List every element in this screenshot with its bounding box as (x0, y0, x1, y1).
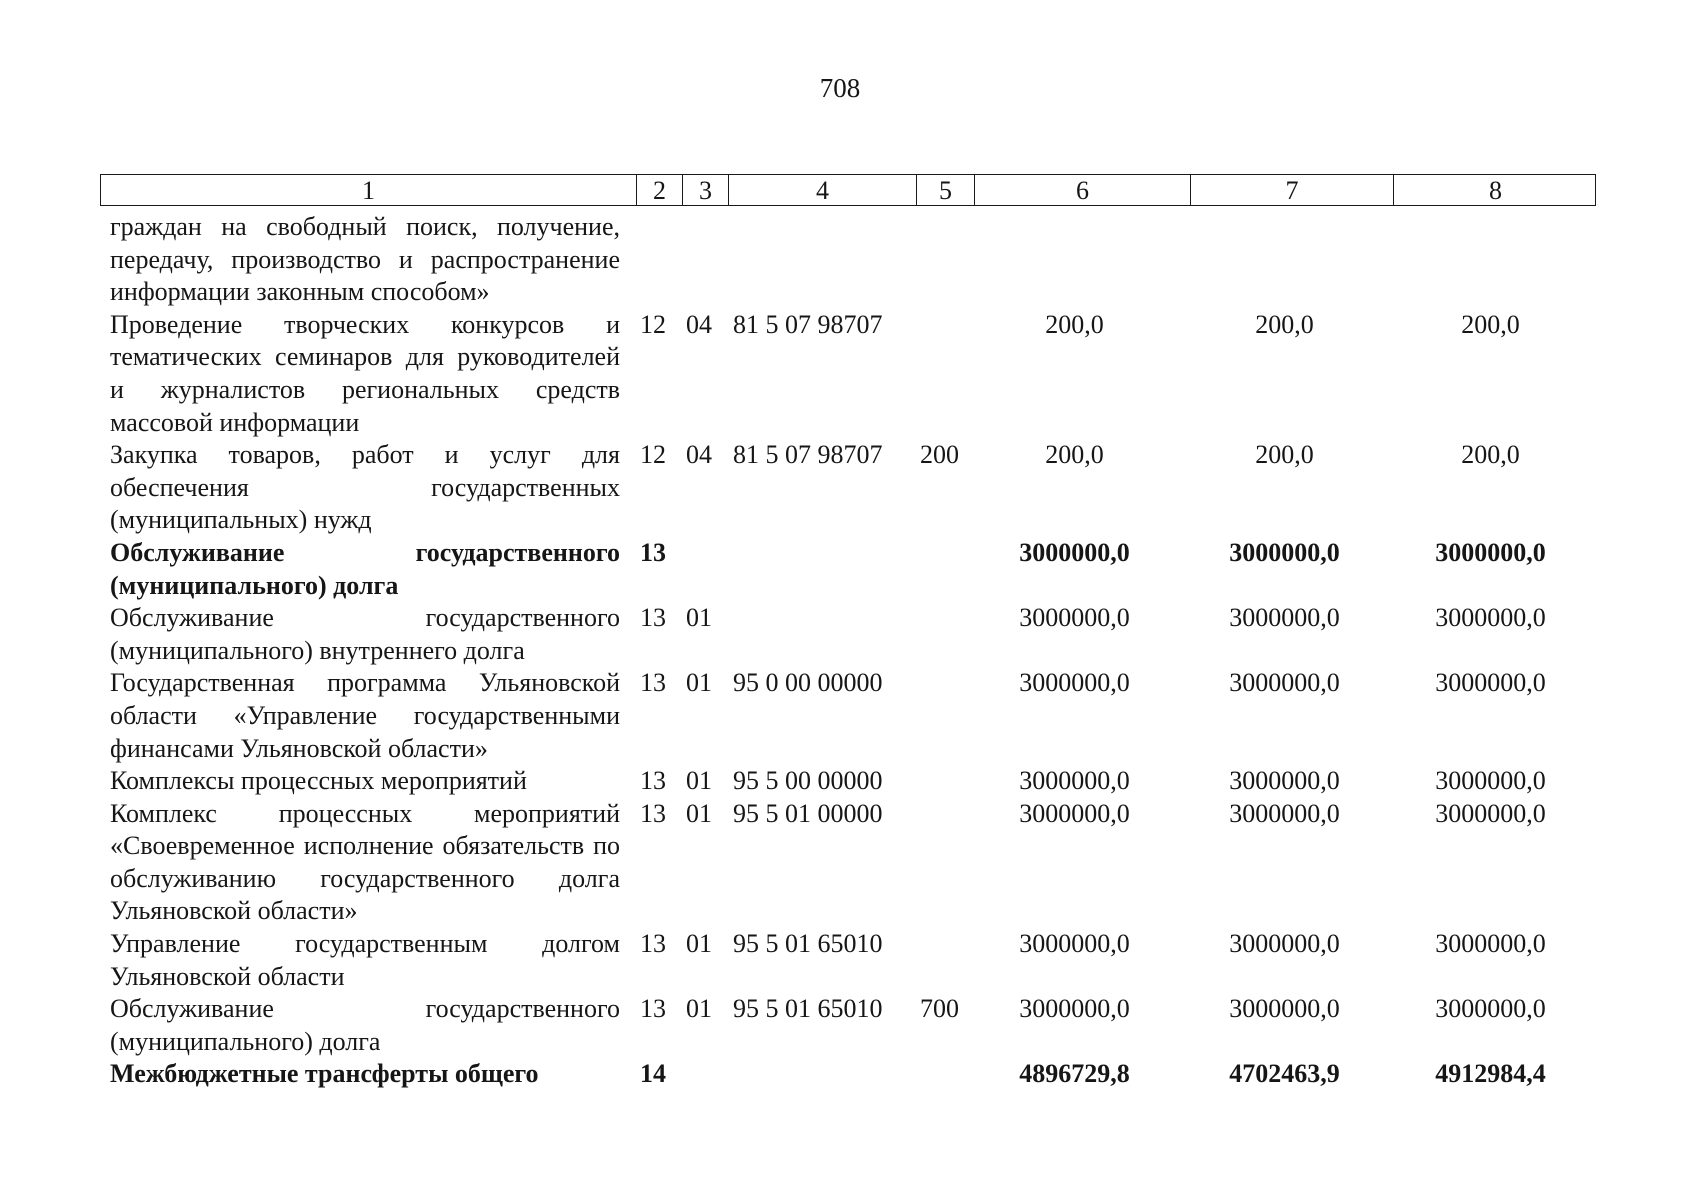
col-7-value: 200,0 (1255, 440, 1314, 470)
header-col-4: 4 (728, 175, 916, 205)
col-3-value: 01 (686, 994, 712, 1024)
col-2-value: 12 (640, 309, 666, 339)
col-6-value: 3000000,0 (1019, 668, 1130, 698)
col-7-value: 4702463,9 (1229, 1059, 1340, 1089)
row-name: Межбюджетные трансферты общего (110, 1059, 539, 1089)
header-col-1: 1 (362, 176, 375, 205)
col-3-value: 01 (686, 798, 712, 828)
col-8-value: 3000000,0 (1435, 537, 1546, 567)
col-6-value: 3000000,0 (1019, 603, 1130, 633)
table-row (0, 309, 1698, 439)
col-7-value: 3000000,0 (1229, 766, 1340, 796)
col-3-value: 01 (686, 929, 712, 959)
col-4-value: 81 5 07 98707 (733, 440, 883, 470)
col-2-value: 13 (640, 668, 666, 698)
table-row (0, 765, 1698, 798)
col-8-value: 200,0 (1461, 440, 1520, 470)
col-7-value: 3000000,0 (1229, 537, 1340, 567)
col-2-value: 13 (640, 929, 666, 959)
header-col-8: 8 (1393, 175, 1597, 205)
col-8-value: 3000000,0 (1435, 668, 1546, 698)
col-2-value: 12 (640, 440, 666, 470)
col-4-value: 95 5 01 65010 (733, 994, 883, 1024)
col-8-value: 4912984,4 (1435, 1059, 1546, 1089)
row-name: Проведение творческих конкурсов и тематических семинаров для руководителей и журналистов региональных средств массовой информации (110, 309, 620, 437)
header-col-6: 6 (974, 175, 1190, 205)
col-7-value: 3000000,0 (1229, 929, 1340, 959)
row-name: Управление государственным долгом Ульяновской области (110, 929, 620, 991)
col-4-value: 95 5 00 00000 (733, 766, 883, 796)
col-2-value: 13 (640, 766, 666, 796)
table-row (0, 439, 1698, 537)
table-row (0, 602, 1698, 667)
col-8-value: 3000000,0 (1435, 929, 1546, 959)
table-row (0, 993, 1698, 1058)
col-6-value: 3000000,0 (1019, 929, 1130, 959)
col-7-value: 3000000,0 (1229, 668, 1340, 698)
header-col-7: 7 (1190, 175, 1393, 205)
page-number: 708 (819, 73, 861, 103)
table-row (0, 928, 1698, 993)
col-8-value: 3000000,0 (1435, 994, 1546, 1024)
col-6-value: 200,0 (1045, 440, 1104, 470)
table-body (0, 211, 1698, 1091)
col-7-value: 3000000,0 (1229, 798, 1340, 828)
table-row (0, 667, 1698, 765)
col-8-value: 200,0 (1461, 309, 1520, 339)
col-6-value: 3000000,0 (1019, 537, 1130, 567)
col-8-value: 3000000,0 (1435, 766, 1546, 796)
col-6-value: 3000000,0 (1019, 798, 1130, 828)
table-row (0, 798, 1698, 928)
col-2-value: 14 (640, 1059, 666, 1089)
col-4-value: 95 0 00 00000 (733, 668, 883, 698)
col-2-value: 13 (640, 603, 666, 633)
col-8-value: 3000000,0 (1435, 798, 1546, 828)
col-2-value: 13 (640, 994, 666, 1024)
row-name: Обслуживание государственного (муниципального) долга (110, 537, 620, 600)
col-2-value: 13 (640, 537, 666, 567)
col-6-value: 3000000,0 (1019, 994, 1130, 1024)
col-7-value: 3000000,0 (1229, 603, 1340, 633)
header-col-3: 3 (682, 175, 728, 205)
table-row (0, 537, 1698, 602)
table-row (0, 211, 1698, 309)
col-3-value: 01 (686, 668, 712, 698)
header-col-5: 5 (916, 175, 974, 205)
col-3-value: 04 (686, 309, 712, 339)
col-4-value: 95 5 01 00000 (733, 798, 883, 828)
row-name: Обслуживание государственного (муниципального) внутреннего долга (110, 603, 620, 665)
table-header-row (100, 174, 1596, 206)
row-name: Комплексы процессных мероприятий (110, 766, 527, 796)
table-row (0, 1058, 1698, 1091)
row-name: Закупка товаров, работ и услуг для обеспечения государственных (муниципальных) нужд (110, 440, 620, 535)
col-8-value: 3000000,0 (1435, 603, 1546, 633)
col-3-value: 01 (686, 766, 712, 796)
col-5-value: 200 (920, 440, 959, 470)
col-4-value: 95 5 01 65010 (733, 929, 883, 959)
row-name: Государственная программа Ульяновской области «Управление государственными финансами Ульяновской области» (110, 668, 620, 763)
col-4-value: 81 5 07 98707 (733, 309, 883, 339)
col-6-value: 3000000,0 (1019, 766, 1130, 796)
row-name: Обслуживание государственного (муниципального) долга (110, 994, 620, 1056)
col-2-value: 13 (640, 798, 666, 828)
col-6-value: 200,0 (1045, 309, 1104, 339)
col-3-value: 01 (686, 603, 712, 633)
col-7-value: 3000000,0 (1229, 994, 1340, 1024)
header-col-2: 2 (636, 175, 682, 205)
row-name: граждан на свободный поиск, получение, передачу, производство и распространение информации законным способом» (110, 212, 620, 307)
col-5-value: 700 (920, 994, 959, 1024)
col-6-value: 4896729,8 (1019, 1059, 1130, 1089)
col-3-value: 04 (686, 440, 712, 470)
row-name: Комплекс процессных мероприятий «Своевременное исполнение обязательств по обслуживанию государственного долга Ульяновской области» (110, 798, 620, 926)
col-7-value: 200,0 (1255, 309, 1314, 339)
